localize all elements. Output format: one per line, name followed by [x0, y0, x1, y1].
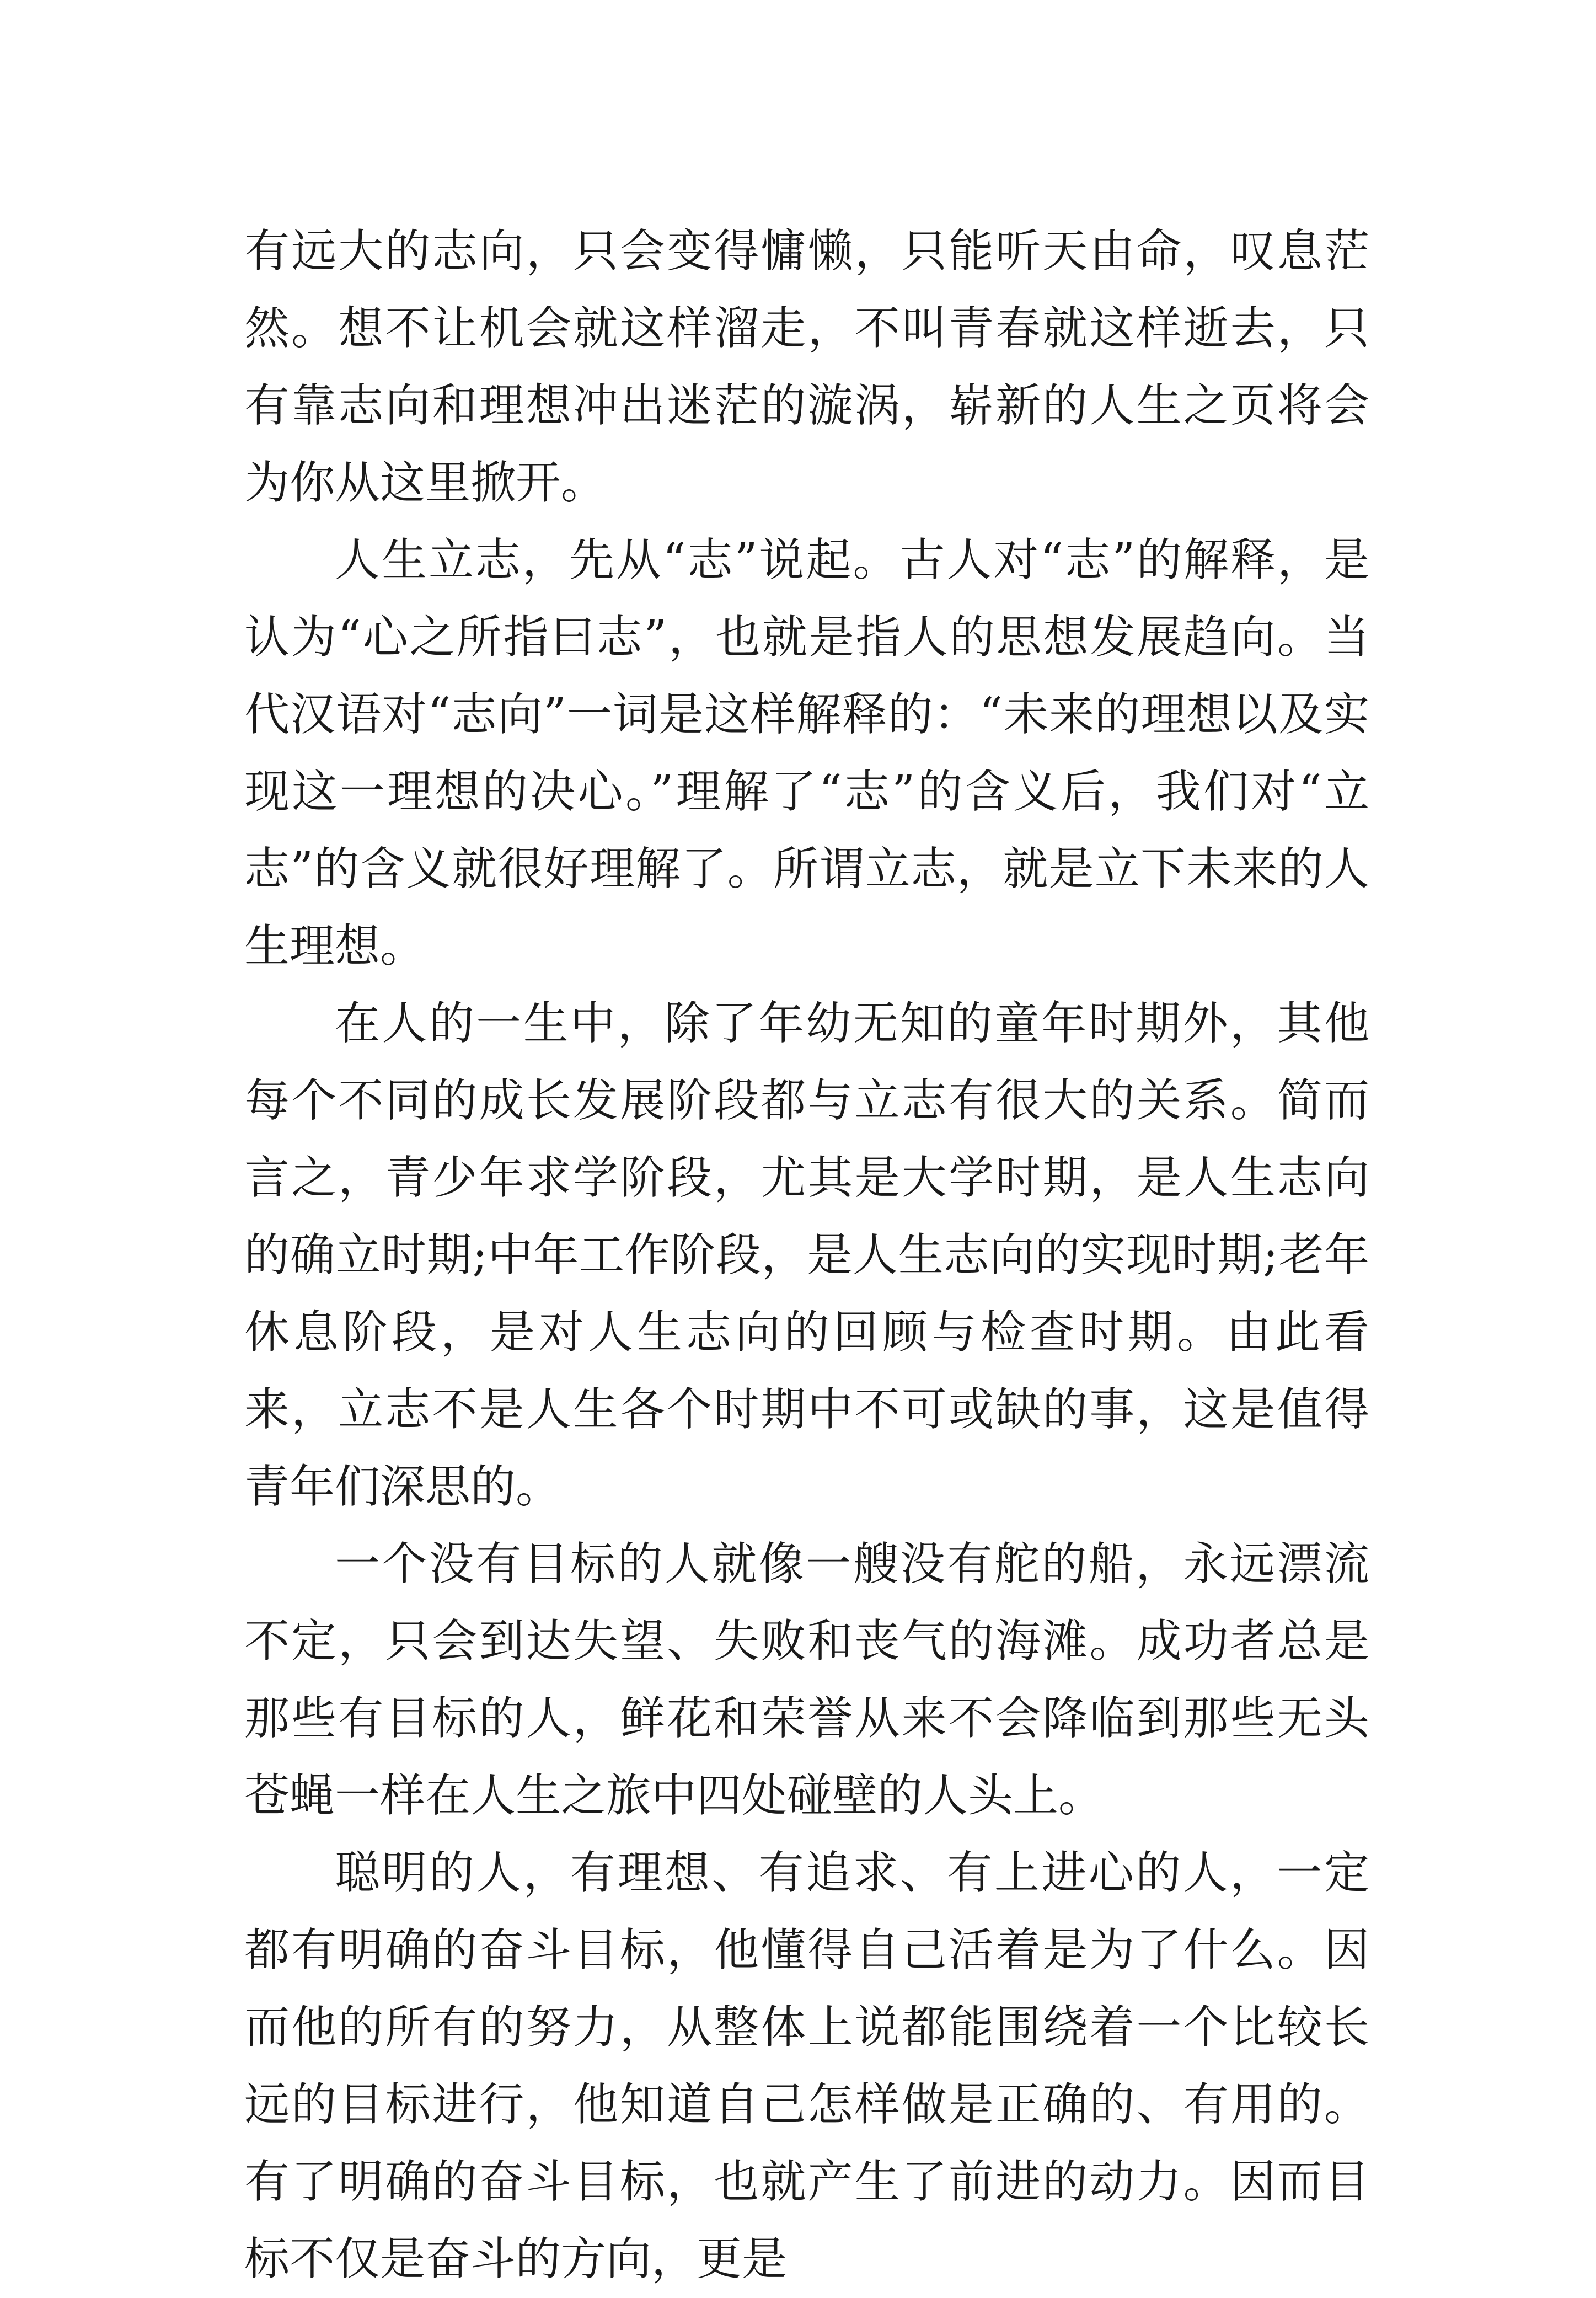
paragraph-4: 一个没有目标的人就像一艘没有舵的船，永远漂流不定，只会到达失望、失败和丧气的海滩。成功者总是那些有目标的人，鲜花和荣誉从来不会降临到那些无头苍蝇一样在人生之旅中四处碰壁的人头上。	[244, 1538, 1369, 1822]
body-text	[244, 213, 1369, 2298]
paragraph-1: 有远大的志向，只会变得慵懒，只能听天由命，叹息茫然。想不让机会就这样溜走，不叫青春就这样逝去，只有靠志向和理想冲出迷茫的漩涡，崭新的人生之页将会为你从这里掀开。	[244, 225, 1369, 509]
paragraph-3: 在人的一生中，除了年幼无知的童年时期外，其他每个不同的成长发展阶段都与立志有很大的关系。简而言之，青少年求学阶段，尤其是大学时期，是人生志向的确立时期;中年工作阶段，是人生志向的实现时期;老年休息阶段，是对人生志向的回顾与检查时期。由此看来，立志不是人生各个时期中不可或缺的事，这是值得青年们深思的。	[244, 997, 1369, 1513]
paragraph-5: 聪明的人，有理想、有追求、有上进心的人，一定都有明确的奋斗目标，他懂得自己活着是为了什么。因而他的所有的努力，从整体上说都能围绕着一个比较长远的目标进行，他知道自己怎样做是正确的、有用的。有了明确的奋斗目标，也就产生了前进的动力。因而目标不仅是奋斗的方向，更是	[244, 1847, 1369, 2285]
paragraph-2: 人生立志，先从“志”说起。古人对“志”的解释，是认为“心之所指曰志”，也就是指人的思想发展趋向。当代汉语对“志向”一词是这样解释的：“未来的理想以及实现这一理想的决心。”理解了“志”的含义后，我们对“立志”的含义就很好理解了。所谓立志，就是立下未来的人生理想。	[244, 534, 1369, 972]
